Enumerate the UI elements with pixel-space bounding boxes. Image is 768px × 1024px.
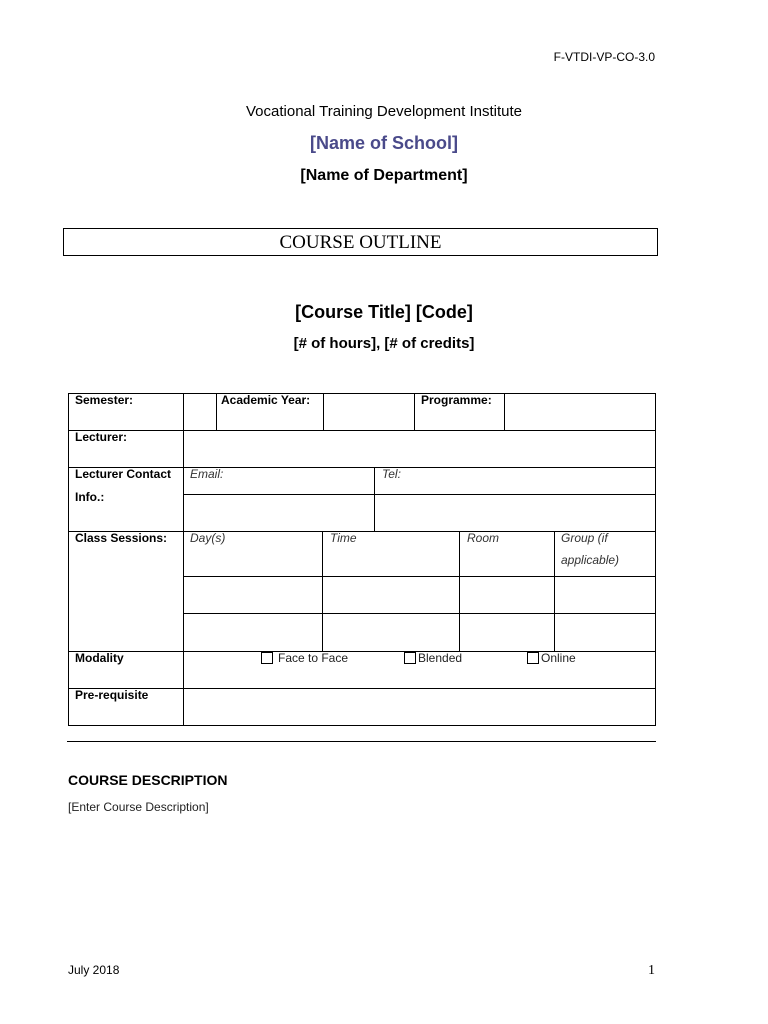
lecturer-label: Lecturer:	[75, 430, 128, 444]
prerequisite-label: Pre-requisite	[75, 688, 149, 702]
footer-date: July 2018	[68, 963, 120, 977]
online-checkbox[interactable]	[527, 652, 539, 664]
session-2-room[interactable]	[459, 613, 555, 652]
modality-label: Modality	[75, 651, 124, 665]
session-1-time[interactable]	[322, 576, 460, 614]
institute-name: Vocational Training Development Institute	[246, 103, 522, 120]
programme-value-cell[interactable]	[504, 393, 656, 431]
lecturer-value-cell[interactable]	[183, 430, 656, 468]
session-2-days[interactable]	[183, 613, 323, 652]
document-code: F-VTDI-VP-CO-3.0	[553, 50, 655, 64]
contact-label-line2: Info.:	[75, 490, 105, 504]
class-sessions-label-cell	[68, 531, 184, 652]
days-label: Day(s)	[190, 531, 226, 545]
class-sessions-label: Class Sessions:	[75, 531, 168, 545]
contact-label-line1: Lecturer Contact	[75, 467, 172, 481]
group-label-line2: applicable)	[561, 553, 620, 567]
group-label-line1: Group (if	[561, 531, 608, 545]
tel-cell[interactable]	[374, 467, 656, 495]
hours-credits: [# of hours], [# of credits]	[293, 335, 475, 352]
session-1-days[interactable]	[183, 576, 323, 614]
semester-label: Semester:	[75, 393, 134, 407]
section-divider	[67, 741, 656, 742]
blended-label: Blended	[418, 651, 463, 665]
session-2-group[interactable]	[554, 613, 656, 652]
course-outline-title: COURSE OUTLINE	[63, 228, 658, 256]
room-label: Room	[467, 531, 500, 545]
department-name: [Name of Department]	[300, 167, 468, 184]
tel-label: Tel:	[382, 467, 401, 481]
time-label: Time	[330, 531, 357, 545]
semester-value-cell[interactable]	[183, 393, 217, 431]
prerequisite-value-cell[interactable]	[183, 688, 656, 726]
school-name: [Name of School]	[309, 133, 458, 153]
academic-year-label: Academic Year:	[221, 393, 311, 407]
session-1-group[interactable]	[554, 576, 656, 614]
course-title: [Course Title] [Code]	[295, 302, 473, 322]
face-to-face-label: Face to Face	[278, 651, 349, 665]
blended-checkbox[interactable]	[404, 652, 416, 664]
session-2-time[interactable]	[322, 613, 460, 652]
online-label: Online	[541, 651, 576, 665]
course-description-heading: COURSE DESCRIPTION	[68, 772, 228, 788]
tel-value-cell[interactable]	[374, 494, 656, 532]
session-1-room[interactable]	[459, 576, 555, 614]
face-to-face-checkbox[interactable]	[261, 652, 273, 664]
course-description-text[interactable]: [Enter Course Description]	[68, 800, 209, 814]
page-number: 1	[648, 963, 655, 978]
email-label: Email:	[190, 467, 224, 481]
academic-year-value-cell[interactable]	[323, 393, 415, 431]
programme-label: Programme:	[421, 393, 492, 407]
